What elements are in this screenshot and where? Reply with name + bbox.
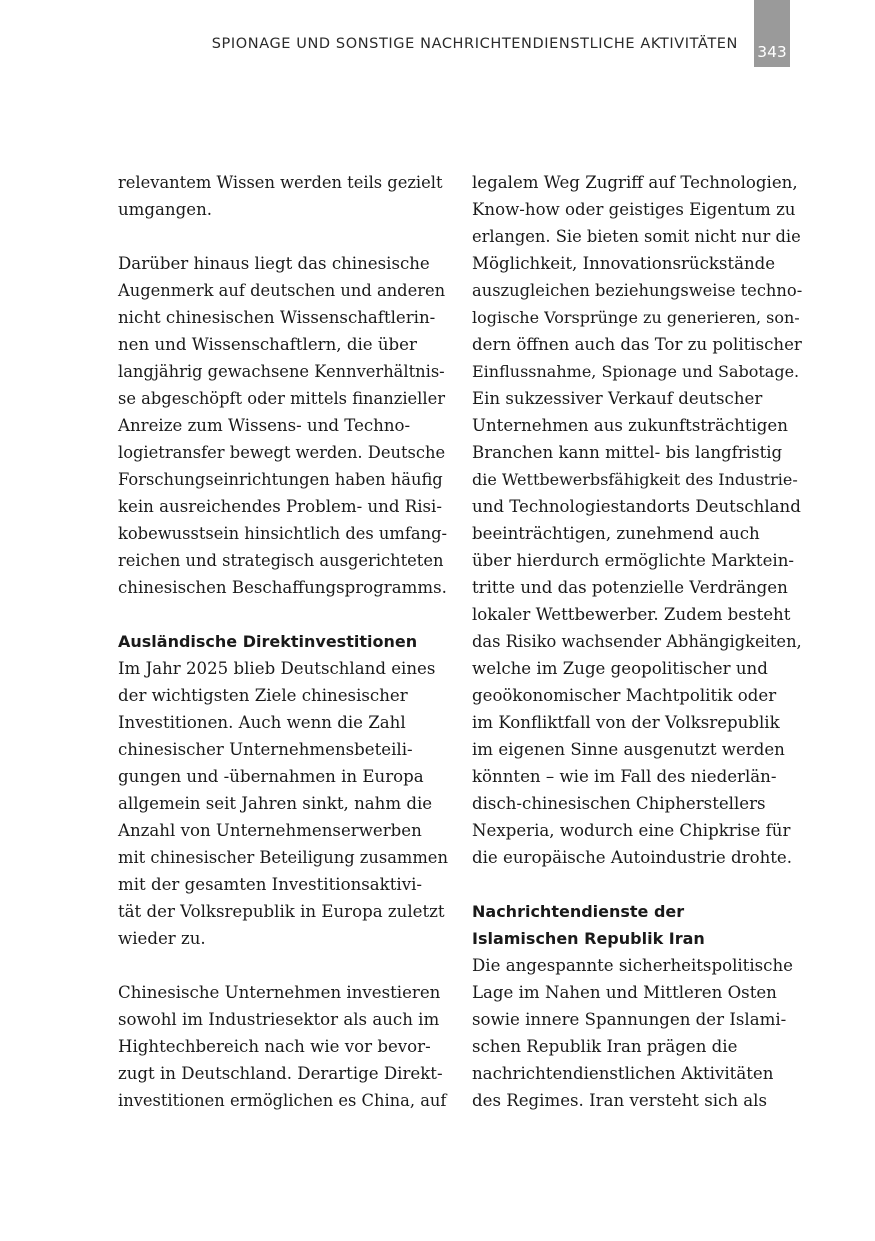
section-heading: Ausländische Direktinvestitionen xyxy=(118,632,418,651)
text-line: Augenmerk auf deutschen und anderen xyxy=(118,281,446,300)
text-line: kein ausreichendes Problem- und Risi- xyxy=(118,497,442,516)
text-line: Anreize zum Wissens- und Techno- xyxy=(118,416,411,435)
text-line: sowie innere Spannungen der Islami- xyxy=(472,1010,787,1029)
text-line: nicht chinesischen Wissenschaftlerin- xyxy=(118,308,436,327)
text-line: kobewusstsein hinsichtlich des umfang- xyxy=(118,524,447,543)
text-line: erlangen. Sie bieten somit nicht nur die xyxy=(472,227,801,246)
text-line: der wichtigsten Ziele chinesischer xyxy=(118,686,408,705)
text-line: reichen und strategisch ausgerichteten xyxy=(118,551,444,570)
text-line: Darüber hinaus liegt das chinesische xyxy=(118,254,430,273)
text-line: Ein sukzessiver Verkauf deutscher xyxy=(472,389,763,408)
text-line: auszugleichen beziehungsweise techno- xyxy=(472,281,803,300)
text-line: das Risiko wachsender Abhängigkeiten, xyxy=(472,632,802,651)
text-line: Einflussnahme, Spionage und Sabotage. xyxy=(472,362,800,381)
text-line: tät der Volksrepublik in Europa zuletzt xyxy=(118,902,445,921)
text-line: Im Jahr 2025 blieb Deutschland eines xyxy=(118,659,436,678)
text-line: im eigenen Sinne ausgenutzt werden xyxy=(472,740,785,759)
text-line: geoökonomischer Machtpolitik oder xyxy=(472,686,777,705)
paragraph xyxy=(118,655,448,952)
text-line: nen und Wissenschaftlern, die über xyxy=(118,335,417,354)
text-line: beeinträchtigen, zunehmend auch xyxy=(472,524,760,543)
section-heading: Islamischen Republik Iran xyxy=(472,929,705,948)
text-line: Anzahl von Unternehmenserwerben xyxy=(118,821,422,840)
text-line: Möglichkeit, Innovationsrückstände xyxy=(472,254,776,273)
text-line: Unternehmen aus zukunftsträchtigen xyxy=(472,416,788,435)
text-line: mit chinesischer Beteiligung zusammen xyxy=(118,848,448,867)
text-line: investitionen ermöglichen es China, auf xyxy=(118,1091,447,1110)
text-line: Lage im Nahen und Mittleren Osten xyxy=(472,983,777,1002)
left-column xyxy=(118,169,448,1114)
right-column xyxy=(472,169,802,1114)
text-line: Investitionen. Auch wenn die Zahl xyxy=(118,713,406,732)
paragraph xyxy=(118,169,448,223)
text-line: Know-how oder geistiges Eigentum zu xyxy=(472,200,796,219)
text-line: relevantem Wissen werden teils gezielt xyxy=(118,173,443,192)
text-line: logische Vorsprünge zu generieren, son- xyxy=(472,308,800,327)
text-line: sowohl im Industriesektor als auch im xyxy=(118,1010,440,1029)
text-line: nachrichtendienstlichen Aktivitäten xyxy=(472,1064,774,1083)
paragraph xyxy=(118,250,448,601)
text-line: se abgeschöpft oder mittels finanzieller xyxy=(118,389,445,408)
text-line: mit der gesamten Investitionsaktivi- xyxy=(118,875,422,894)
text-line: im Konfliktfall von der Volksrepublik xyxy=(472,713,780,732)
text-line: über hierdurch ermöglichte Marktein- xyxy=(472,551,794,570)
paragraph xyxy=(472,169,802,871)
text-line: dern öffnen auch das Tor zu politischer xyxy=(472,335,802,354)
text-line: Hightechbereich nach wie vor bevor- xyxy=(118,1037,431,1056)
text-line: langjährig gewachsene Kennverhältnis- xyxy=(118,362,445,381)
text-line: Die angespannte sicherheitspolitische xyxy=(472,956,793,975)
text-line: welche im Zuge geopolitischer und xyxy=(472,659,768,678)
text-line: allgemein seit Jahren sinkt, nahm die xyxy=(118,794,433,813)
text-line: legalem Weg Zugriff auf Technologien, xyxy=(472,173,798,192)
text-line: gungen und -übernahmen in Europa xyxy=(118,767,424,786)
section-heading: Nachrichtendienste der xyxy=(472,902,685,921)
text-line: logietransfer bewegt werden. Deutsche xyxy=(118,443,446,462)
text-line: chinesischen Beschaffungsprogramms. xyxy=(118,578,447,597)
text-line: und Technologiestandorts Deutschland xyxy=(472,497,801,516)
text-line: des Regimes. Iran versteht sich als xyxy=(472,1091,767,1110)
paragraph xyxy=(118,979,448,1114)
text-line: disch-chinesischen Chipherstellers xyxy=(472,794,766,813)
text-line: tritte und das potenzielle Verdrängen xyxy=(472,578,788,597)
text-line: chinesischer Unternehmensbeteili- xyxy=(118,740,413,759)
text-line: umgangen. xyxy=(118,200,213,219)
text-line: Forschungseinrichtungen haben häufig xyxy=(118,470,443,489)
text-line: die Wettbewerbsfähigkeit des Industrie- xyxy=(472,470,798,489)
running-title: SPIONAGE UND SONSTIGE NACHRICHTENDIENSTLICHE AKTIVITÄTEN xyxy=(211,36,738,52)
text-line: die europäische Autoindustrie drohte. xyxy=(472,848,793,867)
text-line: Branchen kann mittel- bis langfristig xyxy=(472,443,783,462)
text-line: könnten – wie im Fall des niederlän- xyxy=(472,767,777,786)
text-line: Chinesische Unternehmen investieren xyxy=(118,983,441,1002)
text-line: zugt in Deutschland. Derartige Direkt- xyxy=(118,1064,443,1083)
text-line: Nexperia, wodurch eine Chipkrise für xyxy=(472,821,791,840)
text-line: wieder zu. xyxy=(118,929,206,948)
text-line: schen Republik Iran prägen die xyxy=(472,1037,738,1056)
paragraph xyxy=(472,952,802,1114)
text-line: lokaler Wettbewerber. Zudem besteht xyxy=(472,605,791,624)
page-number: 343 xyxy=(754,0,790,67)
